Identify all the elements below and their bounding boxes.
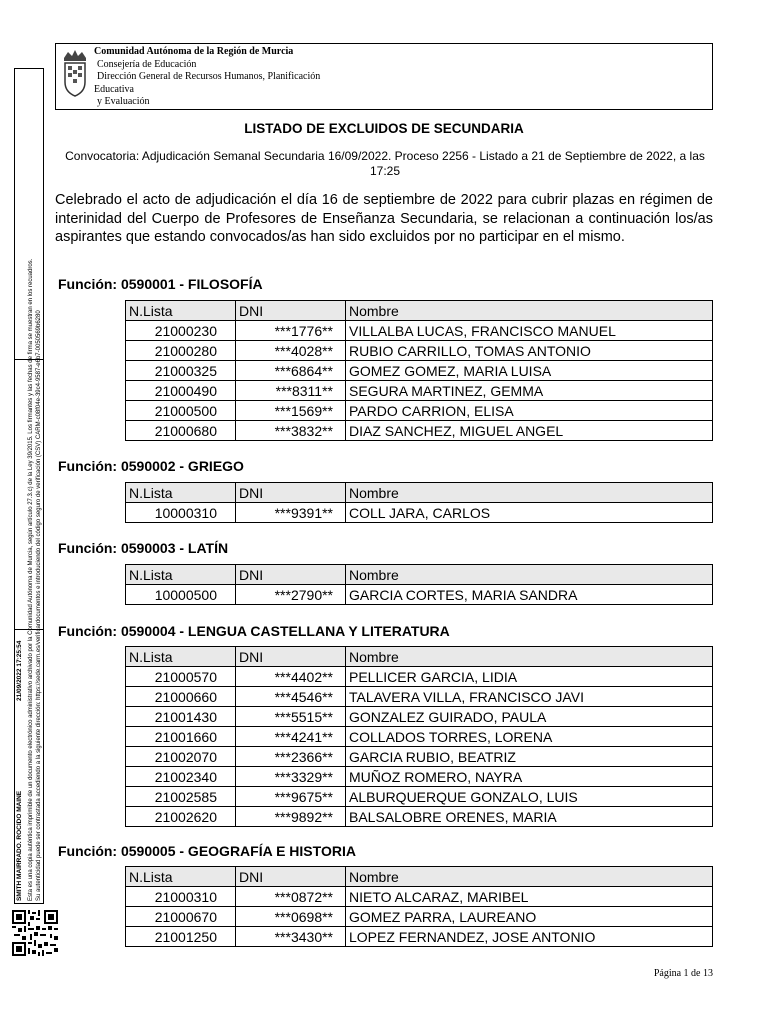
table-row — [126, 687, 713, 707]
cell-nombre: DIAZ SANCHEZ, MIGUEL ANGEL — [346, 421, 713, 441]
section-title: Función: 0590003 - LATÍN — [58, 540, 229, 556]
letterhead — [55, 43, 713, 110]
department-line: Educativa — [94, 83, 134, 95]
cell-dni: ***4241** — [236, 727, 346, 747]
column-header-dni: DNI — [236, 483, 346, 503]
signature-date: 21/09/2022 17:25:54 — [16, 640, 23, 701]
table-header-row — [126, 647, 713, 667]
cell-nlista: 21000660 — [126, 687, 236, 707]
cell-nombre: ALBURQUERQUE GONZALO, LUIS — [346, 787, 713, 807]
column-header-nombre: Nombre — [346, 867, 713, 887]
page-number: Página 1 de 13 — [653, 968, 713, 979]
cell-nlista: 21001250 — [126, 927, 236, 947]
table-row — [126, 807, 713, 827]
cell-dni: ***0698** — [236, 907, 346, 927]
table-row — [126, 341, 713, 361]
cell-dni: ***4546** — [236, 687, 346, 707]
cell-nlista: 21000230 — [126, 321, 236, 341]
cell-dni: ***1569** — [236, 401, 346, 421]
table-row — [126, 767, 713, 787]
table-row — [126, 321, 713, 341]
column-header-nlista: N.Lista — [126, 483, 236, 503]
table-row — [126, 747, 713, 767]
table-row — [126, 707, 713, 727]
section-title: Función: 0590002 - GRIEGO — [58, 458, 244, 474]
column-header-nombre: Nombre — [346, 483, 713, 503]
cell-nombre: BALSALOBRE ORENES, MARIA — [346, 807, 713, 827]
cell-nlista: 21002070 — [126, 747, 236, 767]
cell-dni: ***9675** — [236, 787, 346, 807]
table-row — [126, 667, 713, 687]
cell-nombre: GARCIA RUBIO, BEATRIZ — [346, 747, 713, 767]
signature-strip — [14, 68, 44, 904]
table-header-row — [126, 867, 713, 887]
cell-nlista: 21000670 — [126, 907, 236, 927]
table-row — [126, 381, 713, 401]
cell-nlista: 21000280 — [126, 341, 236, 361]
department-line: Consejería de Educación — [97, 58, 197, 70]
cell-nlista: 21000490 — [126, 381, 236, 401]
cell-nombre: COLLADOS TORRES, LORENA — [346, 727, 713, 747]
table-row — [126, 421, 713, 441]
cell-nlista: 21000570 — [126, 667, 236, 687]
intro-paragraph: Celebrado el acto de adjudicación el día 16 de septiembre de 2022 para cubrir plazas en régimen de interinidad del Cuerpo de Profesores de Enseñanza Secundaria, se relacionan a continuación los/as aspirantes que estando convocados/as han sido excluidos por no participar en el mismo. — [55, 192, 713, 245]
section-title: Función: 0590004 - LENGUA CASTELLANA Y LITERATURA — [58, 623, 450, 639]
column-header-nombre: Nombre — [346, 647, 713, 667]
cell-dni: ***0872** — [236, 887, 346, 907]
table-row — [126, 401, 713, 421]
cell-nlista: 21002585 — [126, 787, 236, 807]
excluded-table — [125, 300, 713, 441]
cell-nombre: GOMEZ GOMEZ, MARIA LUISA — [346, 361, 713, 381]
table-row — [126, 503, 713, 523]
convocatoria-text: Convocatoria: Adjudicación Semanal Secundaria 16/09/2022. Proceso 2256 - Listado a 21 de Septiembre de 2022, a las 17:25 — [65, 149, 705, 178]
cell-dni: ***6864** — [236, 361, 346, 381]
cell-dni: ***3329** — [236, 767, 346, 787]
table-row — [126, 927, 713, 947]
cell-nombre: GOMEZ PARRA, LAUREANO — [346, 907, 713, 927]
cell-nombre: LOPEZ FERNANDEZ, JOSE ANTONIO — [346, 927, 713, 947]
cell-nlista: 10000310 — [126, 503, 236, 523]
excluded-table — [125, 646, 713, 827]
cell-nlista: 21002340 — [126, 767, 236, 787]
verification-notice: Su autenticidad puede ser contrastada accediendo a la siguiente dirección: https://sede.carm.es/verificardocumentos e introduciendo del código seguro de verificación (CSV) CARM-c08f04e-39c4-9587-e6b7-0050569b6280 — [36, 310, 42, 901]
cell-dni: ***2366** — [236, 747, 346, 767]
column-header-nlista: N.Lista — [126, 565, 236, 585]
cell-dni: ***4028** — [236, 341, 346, 361]
cell-nlista: 21000500 — [126, 401, 236, 421]
cell-nlista: 21000310 — [126, 887, 236, 907]
cell-nombre: SEGURA MARTINEZ, GEMMA — [346, 381, 713, 401]
signer-name: SMITH MAIRRADO. ROCIDO MAINE — [16, 790, 23, 901]
excluded-table — [125, 564, 713, 605]
column-header-dni: DNI — [236, 647, 346, 667]
department-line: Dirección General de Recursos Humanos, Planificación — [97, 71, 321, 82]
cell-dni: ***5515** — [236, 707, 346, 727]
cell-nombre: MUÑOZ ROMERO, NAYRA — [346, 767, 713, 787]
table-row — [126, 727, 713, 747]
excluded-table — [125, 482, 713, 523]
table-header-row — [126, 565, 713, 585]
section-title: Función: 0590001 - FILOSOFÍA — [58, 276, 263, 292]
cell-dni: ***9892** — [236, 807, 346, 827]
table-row — [126, 787, 713, 807]
cell-nombre: COLL JARA, CARLOS — [346, 503, 713, 523]
cell-nombre: TALAVERA VILLA, FRANCISCO JAVI — [346, 687, 713, 707]
qr-code-icon — [12, 910, 58, 956]
cell-nlista: 10000500 — [126, 585, 236, 605]
cell-nlista: 21002620 — [126, 807, 236, 827]
table-row — [126, 907, 713, 927]
cell-nombre: GARCIA CORTES, MARIA SANDRA — [346, 585, 713, 605]
legal-notice: Esta es una copia auténtica imprimible de un documento electrónico administrativo archivado por la Comunidad Autónoma de Murcia, según artículo 27.3.c) de la Ley 39/2015. Los firmantes y las fechas de firma se muestran en los recuadros. — [28, 258, 34, 901]
table-row — [126, 361, 713, 381]
murcia-crest-icon — [60, 48, 90, 98]
cell-dni: ***3430** — [236, 927, 346, 947]
cell-nombre: PELLICER GARCIA, LIDIA — [346, 667, 713, 687]
organization-name: Comunidad Autónoma de la Región de Murcia — [94, 46, 294, 57]
cell-nombre: PARDO CARRION, ELISA — [346, 401, 713, 421]
cell-nlista: 21000325 — [126, 361, 236, 381]
cell-nombre: GONZALEZ GUIRADO, PAULA — [346, 707, 713, 727]
column-header-nombre: Nombre — [346, 565, 713, 585]
table-row — [126, 887, 713, 907]
table-header-row — [126, 301, 713, 321]
column-header-nlista: N.Lista — [126, 867, 236, 887]
cell-nlista: 21000680 — [126, 421, 236, 441]
column-header-nombre: Nombre — [346, 301, 713, 321]
cell-dni: ***1776** — [236, 321, 346, 341]
cell-dni: ***9391** — [236, 503, 346, 523]
cell-dni: ***3832** — [236, 421, 346, 441]
cell-nombre: VILLALBA LUCAS, FRANCISCO MANUEL — [346, 321, 713, 341]
cell-dni: ***2790** — [236, 585, 346, 605]
department-line: y Evaluación — [97, 96, 150, 107]
section-title: Función: 0590005 - GEOGRAFÍA E HISTORIA — [58, 843, 356, 859]
document-title: LISTADO DE EXCLUIDOS DE SECUNDARIA — [244, 121, 524, 136]
cell-nlista: 21001430 — [126, 707, 236, 727]
table-row — [126, 585, 713, 605]
excluded-table — [125, 866, 713, 947]
column-header-nlista: N.Lista — [126, 647, 236, 667]
column-header-dni: DNI — [236, 867, 346, 887]
cell-dni: ***4402** — [236, 667, 346, 687]
cell-nombre: RUBIO CARRILLO, TOMAS ANTONIO — [346, 341, 713, 361]
column-header-dni: DNI — [236, 301, 346, 321]
table-header-row — [126, 483, 713, 503]
cell-dni: ***8311** — [236, 381, 346, 401]
column-header-nlista: N.Lista — [126, 301, 236, 321]
column-header-dni: DNI — [236, 565, 346, 585]
cell-nlista: 21001660 — [126, 727, 236, 747]
cell-nombre: NIETO ALCARAZ, MARIBEL — [346, 887, 713, 907]
